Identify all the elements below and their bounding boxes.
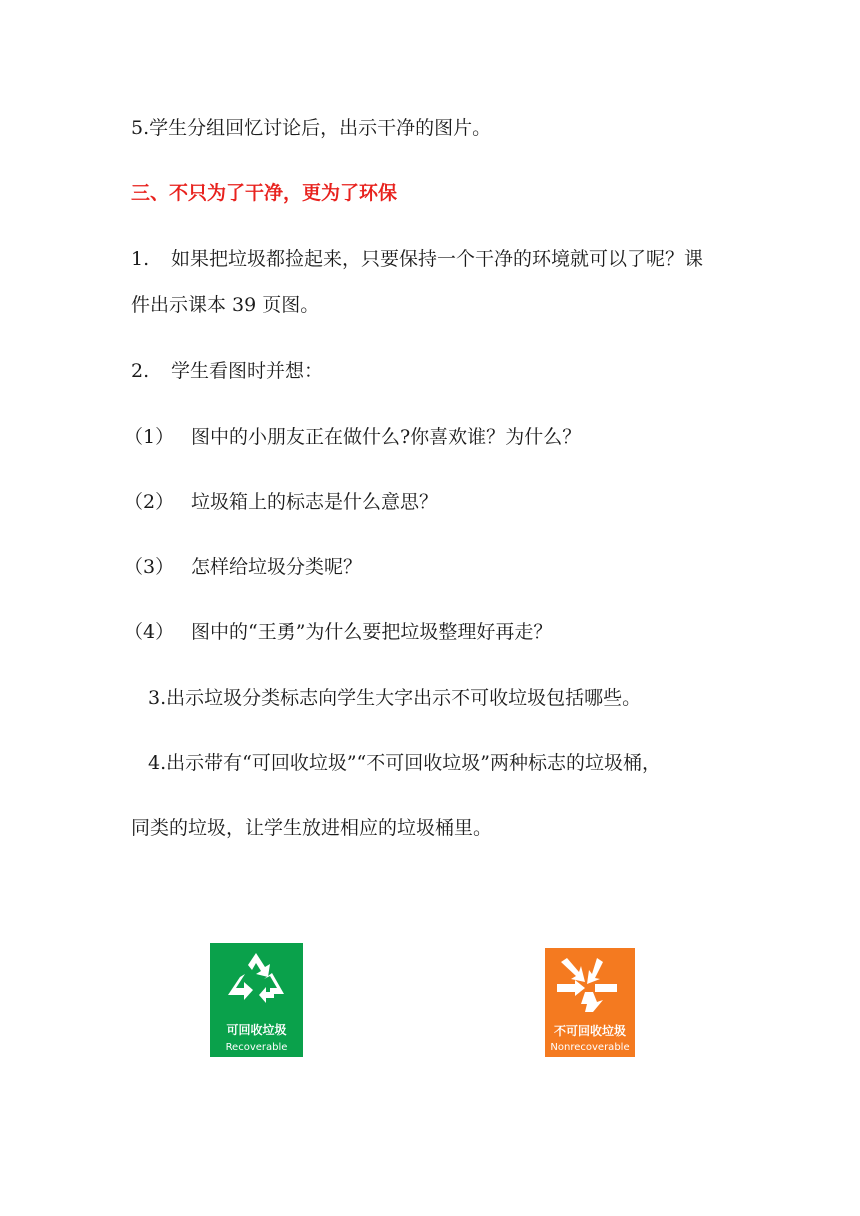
recoverable-cn-label: 可回收垃圾 (226, 1023, 287, 1037)
question-4-line (124, 619, 552, 645)
item-2-text: 学生看图时并想： (171, 360, 324, 382)
step-4-text-a: 4.出示带有“可回收垃圾”“不可回收垃圾”两种标志的垃圾桶， (148, 752, 661, 774)
recoverable-en-label: Recoverable (225, 1042, 288, 1053)
item-1-text-a: 如果把垃圾都捡起来，只要保持一个干净的环境就可以了呢？课 (171, 248, 704, 270)
nonrecoverable-en-label: Nonrecoverable (550, 1042, 630, 1053)
nonrecoverable-cn-label: 不可回收垃圾 (553, 1024, 626, 1038)
question-2-text: 垃圾箱上的标志是什么意思？ (191, 491, 439, 513)
item-1-text-b: 件出示课本 39 页图。 (131, 294, 320, 316)
question-2-number: （2） (124, 491, 175, 513)
step-5-text: 5.学生分组回忆讨论后，出示干净的图片。 (131, 117, 492, 139)
question-4-text: 图中的“王勇”为什么要把垃圾整理好再走？ (191, 621, 553, 643)
item-1-line-1 (131, 246, 703, 272)
recoverable-sign (210, 943, 303, 1057)
item-2-line (131, 358, 323, 384)
item-2-number: 2. (131, 360, 150, 382)
nonrecoverable-sign (545, 948, 635, 1057)
item-1-number: 1. (131, 248, 150, 270)
non-recycle-icon (545, 948, 635, 1020)
question-2-line (124, 489, 438, 515)
step-4-text-b: 同类的垃圾，让学生放进相应的垃圾桶里。 (131, 817, 493, 839)
question-4-number: （4） (124, 621, 175, 643)
section-heading-3: 三、不只为了干净，更为了环保 (131, 182, 398, 204)
question-1-line (124, 424, 581, 450)
question-3-text: 怎样给垃圾分类呢？ (191, 556, 363, 578)
question-1-number: （1） (124, 426, 175, 448)
question-3-number: （3） (124, 556, 175, 578)
step-3-text: 3.出示垃圾分类标志向学生大字出示不可收垃圾包括哪些。 (148, 687, 642, 709)
question-1-text: 图中的小朋友正在做什么?你喜欢谁？为什么？ (191, 426, 582, 448)
question-3-line (124, 554, 362, 580)
recycle-icon (210, 943, 303, 1018)
